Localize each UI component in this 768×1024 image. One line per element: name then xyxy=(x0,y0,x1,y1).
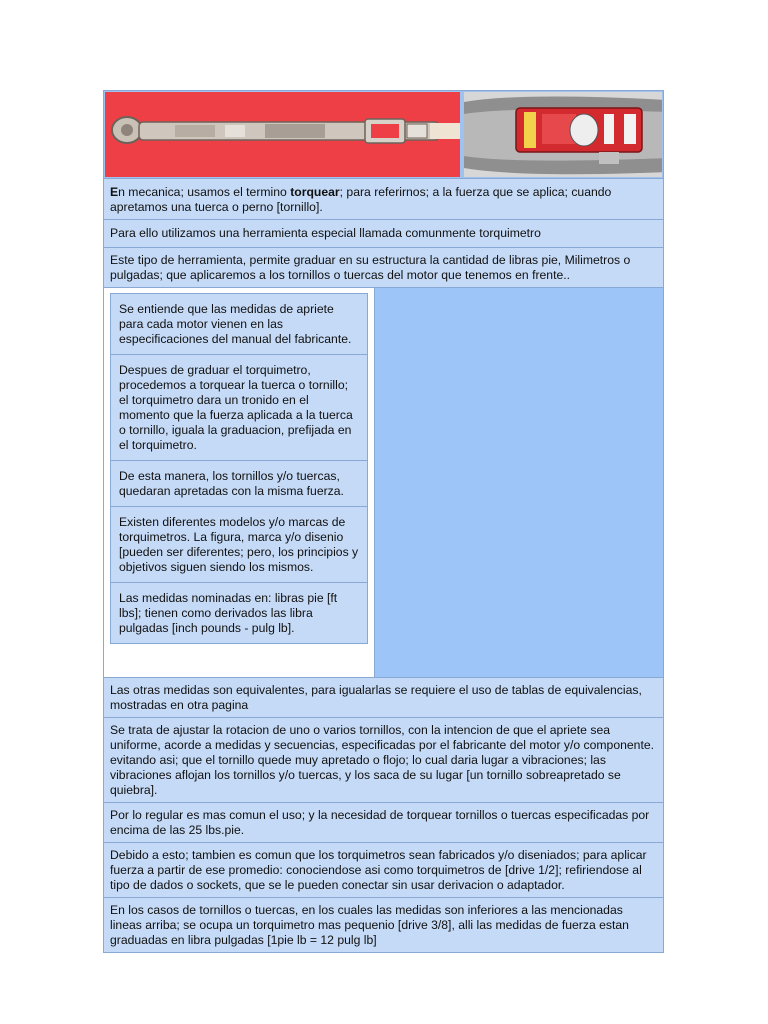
paragraph-torquimetro: Para ello utilizamos una herramienta especial llamada comunmente torquimetro xyxy=(103,220,664,248)
bold-term-torquear: torquear xyxy=(290,185,340,199)
paragraph-ajustar-rotacion: Se trata de ajustar la rotacion de uno o varios tornillos, con la intencion de que el apriete sea uniforme, acorde a medidas y secuencias, especificadas por el fabricante del motor y/o componente. evitando asi; que el tornillo quede muy apretado o flojo; lo cual daria lugar a vibraciones; las vibraciones aflojan los tornillos y/o tuercas, y los saca de su lugar [un tornillo sobreapretado se quiebra]. xyxy=(103,718,664,803)
paragraph-initial: E xyxy=(110,185,119,199)
cell-modelos-marcas: Existen diferentes modelos y/o marcas de torquimetros. La figura, marca y/o disenio [pueden ser diferentes; pero, los principios y objetivos siguen siendo los mismos. xyxy=(110,507,368,583)
content-grid xyxy=(103,288,664,678)
paragraph-torquear xyxy=(103,179,664,220)
cell-column xyxy=(104,288,374,677)
torque-wrench-gauge-image xyxy=(464,92,662,177)
wrench-illustration xyxy=(105,92,460,177)
paragraph-equivalentes: Las otras medidas son equivalentes, para igualarlas se requiere el uso de tablas de equivalencias, mostradas en otra pagina xyxy=(103,678,664,718)
cell-medidas-nominadas: Las medidas nominadas en: libras pie [ft lbs]; tienen como derivados las libra pulgadas [inch pounds - pulg lb]. xyxy=(110,583,368,644)
paragraph-text-a: n mecanica; usamos el termino xyxy=(118,185,291,199)
paragraph-uso-comun: Por lo regular es mas comun el uso; y la necesidad de torquear tornillos o tuercas especificadas por encima de las 25 lbs.pie. xyxy=(103,803,664,843)
paragraph-drive-three-eighths: En los casos de tornillos o tuercas, en los cuales las medidas son inferiores a las mencionadas lineas arriba; se ocupa un torquimetro mas pequenio [drive 3/8], alli las medidas de fuerza estan graduadas en libra pulgadas [1pie lb = 12 pulg lb] xyxy=(103,898,664,953)
torque-wrench-image xyxy=(105,92,460,177)
cell-misma-fuerza: De esta manera, los tornillos y/o tuercas, quedaran apretadas con la misma fuerza. xyxy=(110,461,368,507)
paragraph-text-b: ; para referirnos; a la fuerza que se aplica; cuando apretamos una tuerca o perno [tornillo]. xyxy=(110,185,612,214)
cell-especificaciones: Se entiende que las medidas de apriete para cada motor vienen en las especificaciones del manual del fabricante. xyxy=(110,293,368,355)
cell-graduar-torquimetro: Despues de graduar el torquimetro, procedemos a torquear la tuerca o tornillo; el torquimetro dara un tronido en el momento que la fuerza aplicada a la tuerca o tornillo, iguala la graduacion, prefijada en el torquimetro. xyxy=(110,355,368,461)
paragraph-drive-half: Debido a esto; tambien es comun que los torquimetros sean fabricados y/o diseniados; para aplicar fuerza a partir de ese promedio: conociendose asi como torquimetros de [drive 1/2]; refiriendose al tipo de dados o sockets, que se le pueden conectar sin usar derivacion o adaptador. xyxy=(103,843,664,898)
blue-panel xyxy=(374,288,663,677)
document-page xyxy=(103,90,664,953)
paragraph-graduar: Este tipo de herramienta, permite graduar en su estructura la cantidad de libras pie, Milimetros o pulgadas; que aplicaremos a los tornillos o tuercas del motor que tenemos en frente.. xyxy=(103,248,664,288)
gauge-illustration xyxy=(464,92,662,177)
image-row xyxy=(103,90,664,179)
